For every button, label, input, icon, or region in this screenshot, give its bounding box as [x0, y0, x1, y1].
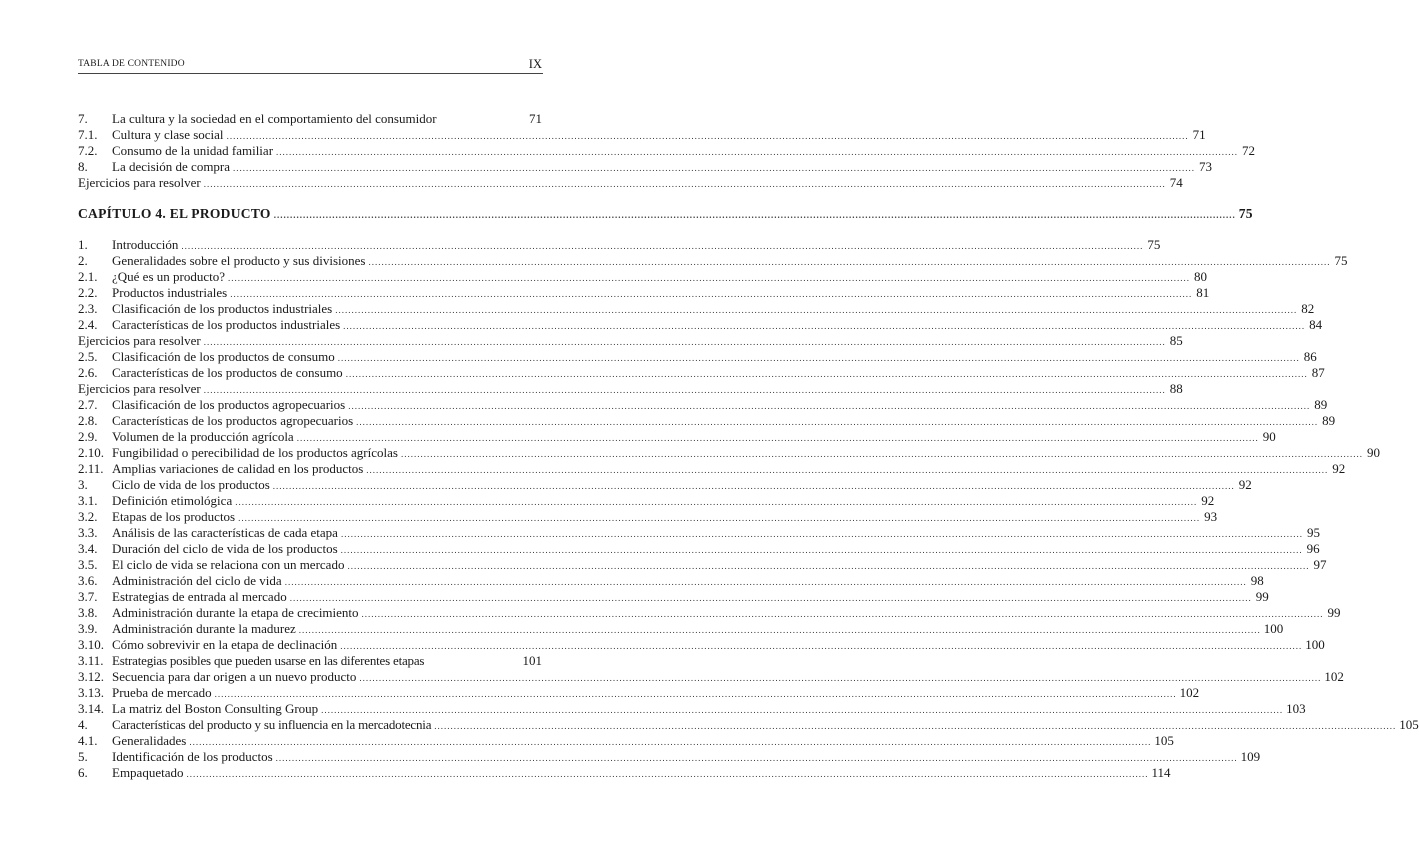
toc-title: Estrategias posibles que pueden usarse en las diferentes etapas: [112, 653, 425, 668]
toc-leader: ........................................................................................................................................................................................................................................................................................................: [226, 131, 1189, 141]
toc-number: 3.2.: [78, 509, 98, 524]
toc-entry: [78, 637, 1325, 653]
toc-page: 81: [1196, 285, 1210, 300]
toc-entry: [78, 621, 1284, 637]
toc-title: Características de los productos industriales: [112, 317, 341, 332]
toc-title: Características de los productos de consumo: [112, 365, 343, 380]
toc-entry: [78, 285, 1210, 301]
toc-number: 3.5.: [78, 557, 98, 572]
toc-page: 98: [1250, 573, 1264, 588]
toc-title: Ejercicios para resolver: [78, 175, 201, 190]
toc-leader: ........................................................................................................................................................................................................................................................................................................: [347, 561, 1310, 571]
toc-page: 75: [1147, 237, 1161, 252]
toc-entry: [78, 413, 1336, 429]
toc-page: 99: [1327, 605, 1341, 620]
toc-entry: [78, 509, 1218, 525]
toc-number: 3.1.: [78, 493, 98, 508]
toc-number: 1.: [78, 237, 88, 252]
toc-number: 2.4.: [78, 317, 98, 332]
toc-title: Definición etimológica: [112, 493, 233, 508]
toc-entry: [78, 669, 1344, 685]
toc-entry: [78, 605, 1341, 621]
toc-entry: [78, 749, 1261, 765]
toc-number: 3.: [78, 477, 88, 492]
toc-leader: ........................................................................................................................................................................................................................................................................................................: [228, 273, 1190, 283]
toc-page: 75: [1238, 206, 1253, 221]
toc-page: 101: [522, 653, 542, 668]
toc-leader: ........................................................................................................................................................................................................................................................................................................: [296, 433, 1259, 443]
toc-entry: [78, 653, 542, 669]
toc-title: Análisis de las características de cada etapa: [112, 525, 338, 540]
toc-number: 2.2.: [78, 285, 98, 300]
toc-page: 105: [1154, 733, 1174, 748]
toc-entry: [78, 381, 1183, 397]
toc-entry: [78, 493, 1215, 509]
toc-leader: ........................................................................................................................................................................................................................................................................................................: [321, 705, 1284, 715]
toc-title: Ejercicios para resolver: [78, 381, 201, 396]
toc-leader: ........................................................................................................................................................................................................................................................................................................: [368, 257, 1331, 267]
toc-title: Ejercicios para resolver: [78, 333, 201, 348]
toc-entry: [78, 541, 1320, 557]
toc-entry: [78, 589, 1269, 605]
toc-number: 6.: [78, 765, 88, 780]
toc-entry: [78, 253, 1348, 269]
toc-page: 102: [1179, 685, 1200, 700]
toc-leader: ........................................................................................................................................................................................................................................................................................................: [298, 625, 1261, 635]
toc-number: 2.7.: [78, 397, 98, 412]
toc-entry: [78, 111, 542, 127]
toc-page: 88: [1169, 381, 1183, 396]
toc-leader: ........................................................................................................................................................................................................................................................................................................: [284, 577, 1247, 587]
toc-leader: ........................................................................................................................................................................................................................................................................................................: [203, 179, 1166, 189]
toc-leader: ........................................................................................................................................................................................................................................................................................................: [434, 721, 1397, 731]
toc-leader: ........................................................................................................................................................................................................................................................................................................: [340, 545, 1303, 555]
toc-number: 5.: [78, 749, 88, 764]
toc-entry: [78, 397, 1328, 413]
toc-number: 3.13.: [78, 685, 104, 700]
toc-page: 92: [1332, 461, 1346, 476]
toc-page: 84: [1309, 317, 1323, 332]
toc-page: 89: [1322, 413, 1336, 428]
toc-title: Etapas de los productos: [112, 509, 236, 524]
toc-entry: [78, 557, 1327, 573]
toc-number: 3.12.: [78, 669, 104, 684]
toc-number: 3.14.: [78, 701, 104, 716]
toc-leader: ........................................................................................................................................................................................................................................................................................................: [186, 769, 1149, 779]
toc-entry: [78, 159, 1213, 175]
toc-leader: ........................................................................................................................................................................................................................................................................................................: [272, 481, 1235, 491]
toc-page: 105: [1399, 717, 1419, 732]
toc-leader: ........................................................................................................................................................................................................................................................................................................: [203, 337, 1166, 347]
toc-title: Generalidades: [112, 733, 187, 748]
toc-number: 4.: [78, 717, 88, 732]
toc-entry: [78, 765, 1171, 781]
toc-number: 3.8.: [78, 605, 98, 620]
toc-page: 89: [1314, 397, 1328, 412]
toc-leader: ........................................................................................................................................................................................................................................................................................................: [181, 241, 1144, 251]
toc-title: Introducción: [112, 237, 179, 252]
toc-leader: ........................................................................................................................................................................................................................................................................................................: [276, 147, 1239, 157]
toc-number: 3.7.: [78, 589, 98, 604]
toc-page: 99: [1255, 589, 1269, 604]
toc-number: 3.10.: [78, 637, 104, 652]
toc-page: 97: [1313, 557, 1327, 572]
toc-number: 2.: [78, 253, 88, 268]
toc-page: 73: [1199, 159, 1213, 174]
toc-title: La cultura y la sociedad en el comportamiento del consumidor: [112, 111, 437, 126]
toc-title: Ciclo de vida de los productos: [112, 477, 270, 492]
toc-entry: [78, 317, 1323, 333]
toc-leader: ........................................................................................................................................................................................................................................................................................................: [230, 289, 1193, 299]
toc-leader: ........................................................................................................................................................................................................................................................................................................: [233, 163, 1196, 173]
toc-page: 102: [1324, 669, 1344, 684]
toc-leader: ........................................................................................................................................................................................................................................................................................................: [335, 305, 1298, 315]
toc-page: 109: [1240, 749, 1261, 764]
header-rule: [78, 73, 543, 74]
toc-number: 7.: [78, 111, 88, 126]
toc-number: 2.5.: [78, 349, 98, 364]
toc-entry: [78, 175, 1183, 191]
toc-title: Cómo sobrevivir en la etapa de declinación: [112, 637, 338, 652]
toc-title: Amplias variaciones de calidad en los productos: [112, 461, 364, 476]
toc-title: Prueba de mercado: [112, 685, 212, 700]
toc-entry: [78, 429, 1276, 445]
toc-title: Administración durante la etapa de crecimiento: [112, 605, 359, 620]
toc-title: Duración del ciclo de vida de los productos: [112, 541, 338, 556]
toc-entry: [78, 301, 1315, 317]
toc-page: 114: [1151, 765, 1171, 780]
toc-number: 2.9.: [78, 429, 98, 444]
toc-page: 80: [1194, 269, 1207, 284]
toc-number: 2.10.: [78, 445, 104, 460]
toc-leader: ........................................................................................................................................................................................................................................................................................................: [337, 353, 1300, 363]
toc-number: 2.8.: [78, 413, 98, 428]
toc-entry: [78, 717, 1419, 733]
toc-leader: ........................................................................................................................................................................................................................................................................................................: [359, 673, 1322, 683]
toc-leader: ........................................................................................................................................................................................................................................................................................................: [348, 401, 1311, 411]
toc-page: 95: [1306, 525, 1320, 540]
toc-page: 90: [1262, 429, 1276, 444]
toc-number: 2.1.: [78, 269, 98, 284]
toc-page: 82: [1301, 301, 1315, 316]
toc-page: 74: [1169, 175, 1183, 190]
toc-leader: ........................................................................................................................................................................................................................................................................................................: [235, 497, 1198, 507]
toc-entry: [78, 701, 1306, 717]
toc-leader: ........................................................................................................................................................................................................................................................................................................: [289, 593, 1252, 603]
toc-page: 92: [1201, 493, 1215, 508]
toc-entry: [78, 127, 1206, 143]
toc-number: 7.1.: [78, 127, 98, 142]
toc-title: ¿Qué es un producto?: [112, 269, 225, 284]
toc-page: 100: [1305, 637, 1325, 652]
toc-leader: ........................................................................................................................................................................................................................................................................................................: [345, 369, 1308, 379]
toc-number: 3.11.: [78, 653, 104, 668]
toc-title: Cultura y clase social: [112, 127, 224, 142]
toc-number: 7.2.: [78, 143, 98, 158]
toc-page: 93: [1204, 509, 1218, 524]
toc-leader: ........................................................................................................................................................................................................................................................................................................: [189, 737, 1152, 747]
toc-number: 2.3.: [78, 301, 98, 316]
header-section-title: TABLA DE CONTENIDO: [78, 59, 185, 69]
toc-leader: ........................................................................................................................................................................................................................................................................................................: [214, 689, 1177, 699]
toc-number: 2.6.: [78, 365, 98, 380]
toc-title: Clasificación de los productos de consumo: [112, 349, 335, 364]
toc-number: 3.4.: [78, 541, 98, 556]
toc-number: 3.3.: [78, 525, 98, 540]
toc-page: 72: [1242, 143, 1256, 158]
toc-entry: [78, 461, 1346, 477]
toc-title: Clasificación de los productos industriales: [112, 301, 333, 316]
toc-leader: ........................................................................................................................................................................................................................................................................................................: [340, 641, 1303, 651]
toc-leader: ........................................................................................................................................................................................................................................................................................................: [273, 210, 1236, 220]
toc-page: 86: [1303, 349, 1317, 364]
toc-entry: [78, 365, 1325, 381]
chapter-title: CAPÍTULO 4. EL PRODUCTO: [78, 206, 271, 221]
toc-title: La decisión de compra: [112, 159, 231, 174]
toc-title: Volumen de la producción agrícola: [112, 429, 294, 444]
toc-title: Fungibilidad o perecibilidad de los productos agrícolas: [112, 445, 398, 460]
toc-number: 3.6.: [78, 573, 98, 588]
toc-title: Estrategias de entrada al mercado: [112, 589, 287, 604]
toc-leader: ........................................................................................................................................................................................................................................................................................................: [366, 465, 1329, 475]
toc-title: El ciclo de vida se relaciona con un mercado: [112, 557, 345, 572]
toc-entry: [78, 349, 1317, 365]
toc-title: Empaquetado: [112, 765, 184, 780]
toc-title: Características de los productos agropecuarios: [112, 413, 354, 428]
toc-entry: [78, 143, 1256, 159]
toc-page: 92: [1238, 477, 1252, 492]
toc-leader: ........................................................................................................................................................................................................................................................................................................: [203, 385, 1166, 395]
toc-entry: [78, 237, 1161, 253]
toc-entry: [78, 269, 1207, 285]
toc-page: 71: [1192, 127, 1206, 142]
toc-title: Consumo de la unidad familiar: [112, 143, 274, 158]
toc-title: Administración durante la madurez: [112, 621, 296, 636]
header-page-number: IX: [528, 57, 542, 71]
toc-page: 85: [1169, 333, 1183, 348]
toc-entry: [78, 477, 1252, 493]
toc-entry: [78, 333, 1183, 349]
toc-title: Generalidades sobre el producto y sus divisiones: [112, 253, 366, 268]
toc-leader: ........................................................................................................................................................................................................................................................................................................: [275, 753, 1238, 763]
toc-entry: [78, 525, 1320, 541]
toc-title: Clasificación de los productos agropecuarios: [112, 397, 346, 412]
toc-entry: [78, 445, 1380, 461]
toc-page: 71: [529, 111, 542, 126]
toc-title: Productos industriales: [112, 285, 228, 300]
toc-leader: ........................................................................................................................................................................................................................................................................................................: [361, 609, 1324, 619]
toc-page: 90: [1366, 445, 1380, 460]
toc-page: 75: [1334, 253, 1348, 268]
toc-title: Administración del ciclo de vida: [112, 573, 282, 588]
toc-number: 2.11.: [78, 461, 104, 476]
toc-page: 103: [1286, 701, 1306, 716]
toc-page: 100: [1263, 621, 1284, 636]
toc-number: 3.9.: [78, 621, 98, 636]
toc-title: Secuencia para dar origen a un nuevo producto: [112, 669, 357, 684]
toc-leader: ........................................................................................................................................................................................................................................................................................................: [343, 321, 1306, 331]
toc-number: 4.1.: [78, 733, 98, 748]
toc-title: Identificación de los productos: [112, 749, 273, 764]
toc-page: 96: [1306, 541, 1320, 556]
toc-leader: ........................................................................................................................................................................................................................................................................................................: [340, 529, 1303, 539]
toc-title: Características del producto y su influencia en la mercadotecnia: [112, 717, 432, 732]
toc-chapter-heading: [78, 206, 1253, 222]
toc-entry: [78, 733, 1174, 749]
toc-leader: ........................................................................................................................................................................................................................................................................................................: [238, 513, 1201, 523]
toc-entry: [78, 685, 1200, 701]
toc-title: La matriz del Boston Consulting Group: [112, 701, 319, 716]
toc-leader: ........................................................................................................................................................................................................................................................................................................: [356, 417, 1319, 427]
toc-leader: ........................................................................................................................................................................................................................................................................................................: [400, 449, 1363, 459]
toc-entry: [78, 573, 1264, 589]
toc-number: 8.: [78, 159, 88, 174]
toc-page: 87: [1311, 365, 1325, 380]
